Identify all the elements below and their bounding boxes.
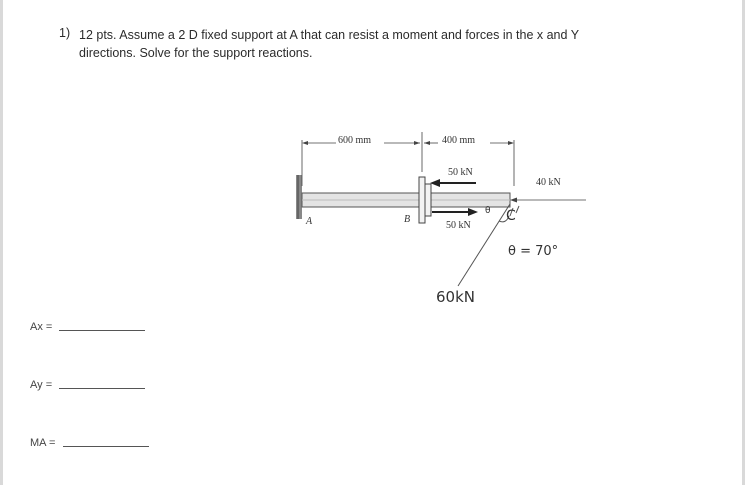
question-text — [79, 26, 639, 62]
coupling-b — [419, 177, 425, 223]
answer-ax-line[interactable] — [59, 330, 145, 331]
question-line-2: directions. Solve for the support reactions. — [79, 46, 313, 60]
label-50kn-top: 50 kN — [448, 167, 473, 178]
question-line-1: 12 pts. Assume a 2 D fixed support at A that can resist a moment and forces in the x and Y — [79, 28, 580, 42]
answer-ay-label: Ay = — [30, 379, 53, 391]
left-page-edge — [0, 0, 3, 485]
arrowhead-50kn-bottom — [468, 208, 478, 216]
arrowhead-40kn — [510, 198, 517, 203]
dim-arrowhead — [508, 141, 514, 145]
hand-angle-value: θ = 70° — [508, 244, 559, 259]
dim-arrowhead — [414, 141, 420, 145]
fixed-support-wall — [296, 175, 302, 219]
answer-ma-label: MA = — [30, 437, 56, 449]
label-50kn-bottom: 50 kN — [446, 220, 471, 231]
hand-theta-small: θ — [485, 206, 491, 216]
hand-load-60kn: 60kN — [436, 288, 475, 306]
hand-force-60kn — [458, 204, 510, 286]
answer-ax-label: Ax = — [30, 321, 53, 333]
dimension-600mm: 600 mm — [338, 135, 372, 146]
label-40kn: 40 kN — [536, 177, 561, 188]
point-a-label: A — [306, 216, 313, 227]
dim-arrowhead — [424, 141, 430, 145]
answer-ma-line[interactable] — [63, 446, 149, 447]
dimension-400mm: 400 mm — [442, 135, 476, 146]
point-b-label: B — [404, 214, 411, 225]
question-number: 1) — [59, 26, 71, 40]
point-c-label: C — [506, 208, 516, 224]
dim-arrowhead — [302, 141, 308, 145]
beam-figure — [280, 120, 600, 320]
coupling-b-flange — [425, 184, 431, 216]
answer-ay-line[interactable] — [59, 388, 145, 389]
